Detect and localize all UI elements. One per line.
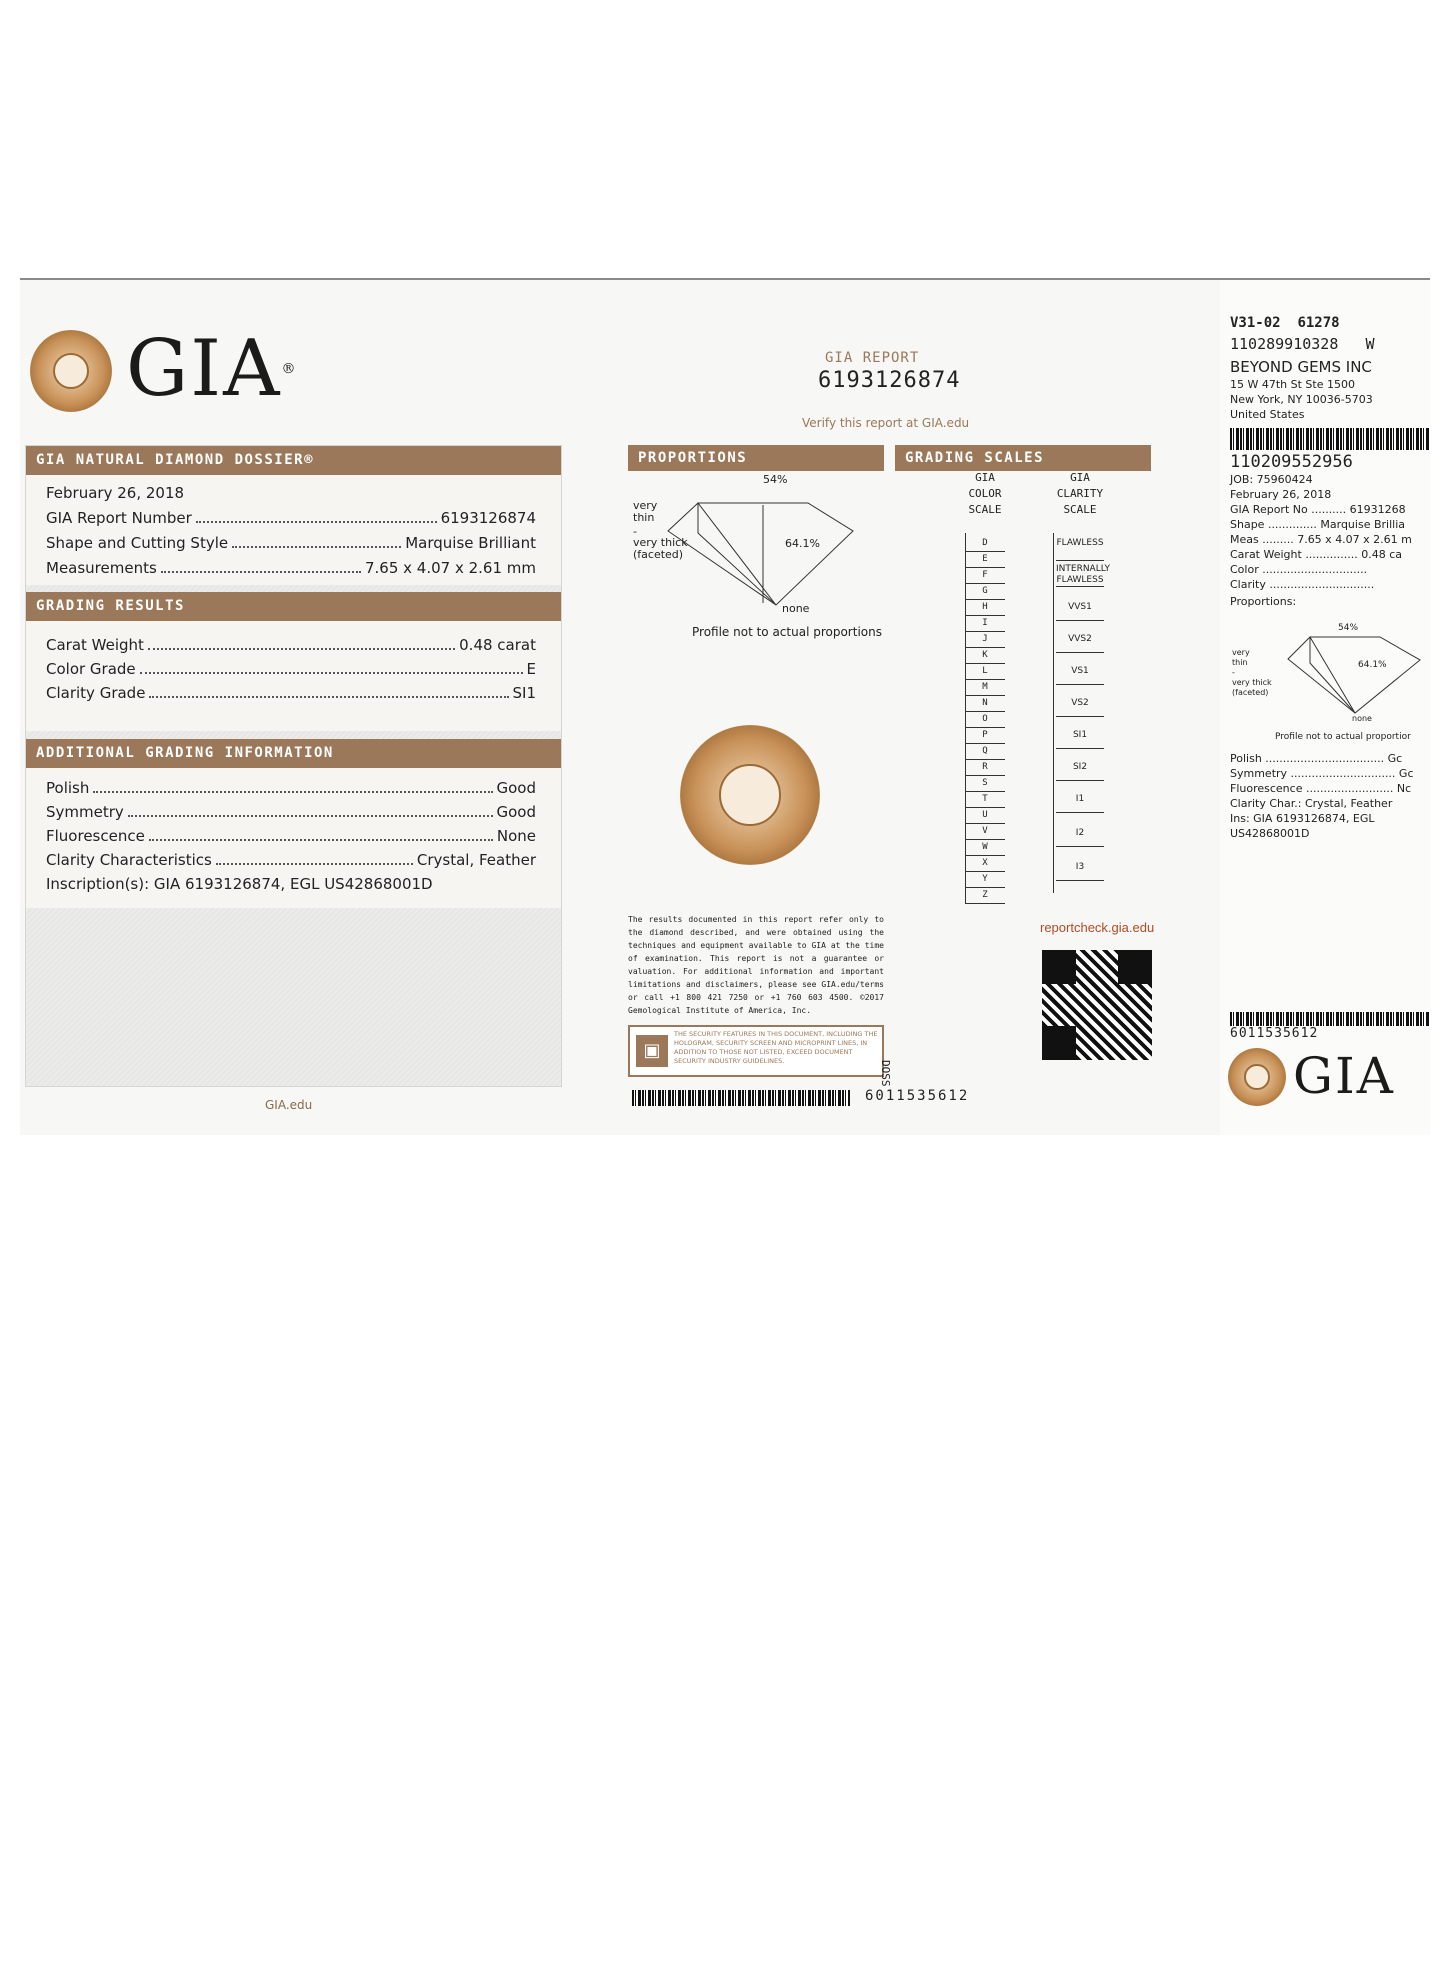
measurements-row: Measurements 7.65 x 4.07 x 2.61 mm xyxy=(46,559,536,577)
stub-company: BEYOND GEMS INC xyxy=(1230,358,1372,376)
report-number: 6193126874 xyxy=(818,368,961,393)
clarity-grade-i3: I3 xyxy=(1056,854,1104,881)
color-grade-x: X xyxy=(965,855,1005,872)
qr-code[interactable] xyxy=(1042,950,1152,1060)
stub-line2: 110289910328 W xyxy=(1230,335,1375,353)
verify-text: Verify this report at GIA.edu xyxy=(802,416,970,430)
clarity-grade-vs1: VS1 xyxy=(1056,658,1104,685)
dossier-details xyxy=(26,475,561,585)
color-grade-s: S xyxy=(965,775,1005,792)
lock-icon: ▣ xyxy=(636,1035,668,1067)
clarity-scale xyxy=(1053,533,1054,893)
clarity-characteristics-row: Clarity Characteristics Crystal, Feather xyxy=(46,851,536,869)
dossier-date: February 26, 2018 xyxy=(46,484,185,502)
stub-tracking: 110209552956 xyxy=(1230,452,1353,472)
color-grade-g: G xyxy=(965,583,1005,600)
stub-symmetry: Symmetry .............................. Gc xyxy=(1230,767,1414,780)
stub-p-table: 54% xyxy=(1338,623,1359,633)
color-grade-t: T xyxy=(965,791,1005,808)
color-grade-h: H xyxy=(965,599,1005,616)
color-grade-l: L xyxy=(965,663,1005,680)
stub-meas: Meas ......... 7.65 x 4.07 x 2.61 m xyxy=(1230,533,1412,546)
color-grade-i: I xyxy=(965,615,1005,632)
stub-proportions: Proportions: xyxy=(1230,595,1297,608)
color-grade-m: M xyxy=(965,679,1005,696)
clarity-grade-flawless: FLAWLESS xyxy=(1056,538,1104,561)
stub-color: Color .............................. xyxy=(1230,563,1368,576)
dossier-panel xyxy=(25,445,562,1087)
color-grade-j: J xyxy=(965,631,1005,648)
color-grade-k: K xyxy=(965,647,1005,664)
fluorescence-row: Fluorescence None xyxy=(46,827,536,845)
clarity-grade-vvs2: VVS2 xyxy=(1056,626,1104,653)
symmetry-row: Symmetry Good xyxy=(46,803,536,821)
stub-job: JOB: 75960424 xyxy=(1230,473,1313,486)
grading-scales-bar: GRADING SCALES xyxy=(895,445,1151,471)
gia-seal-icon xyxy=(30,330,112,412)
color-grade-u: U xyxy=(965,807,1005,824)
stub-gia-logo-text: GIA xyxy=(1293,1047,1395,1105)
stub-country: United States xyxy=(1230,408,1305,421)
additional-info-bar: ADDITIONAL GRADING INFORMATION xyxy=(26,739,561,768)
stub-clarity: Clarity .............................. xyxy=(1230,578,1375,591)
doss-code: DOSS xyxy=(879,1060,892,1087)
prop-culet: none xyxy=(782,602,810,615)
security-text: THE SECURITY FEATURES IN THIS DOCUMENT, INCLUDING THE HOLOGRAM, SECURITY SCREEN AND MICROPRINT LINES, IN ADDITION TO THOSE NOT LISTED, EXCEED DOCUMENT SECURITY INDUSTRY GUIDELINES. xyxy=(674,1030,878,1065)
clarity-grade-i1: I1 xyxy=(1056,786,1104,813)
stub-barcode xyxy=(1230,428,1430,450)
gia-logo-text: GIA® xyxy=(126,324,298,414)
stub-inscription-2: US42868001D xyxy=(1230,827,1310,840)
stub-inscription-1: Ins: GIA 6193126874, EGL xyxy=(1230,812,1375,825)
stub-address2: New York, NY 10036-5703 xyxy=(1230,393,1373,406)
proportions-bar: PROPORTIONS xyxy=(628,445,884,471)
stub-proportions-diagram xyxy=(1270,625,1430,720)
color-grade-v: V xyxy=(965,823,1005,840)
color-grade-w: W xyxy=(965,839,1005,856)
stub-polish: Polish .................................. Gc xyxy=(1230,752,1403,765)
color-grade-z: Z xyxy=(965,887,1005,904)
stub-report-no: GIA Report No .......... 61931268 xyxy=(1230,503,1406,516)
grading-results xyxy=(26,621,561,731)
color-grade-e: E xyxy=(965,551,1005,568)
inscription: Inscription(s): GIA 6193126874, EGL US42868001D xyxy=(46,875,433,893)
clarity-grade-vvs1: VVS1 xyxy=(1056,594,1104,621)
stub-barcode-2 xyxy=(1230,1012,1430,1026)
polish-row: Polish Good xyxy=(46,779,536,797)
color-grade-q: Q xyxy=(965,743,1005,760)
stub-date: February 26, 2018 xyxy=(1230,488,1332,501)
color-grade-n: N xyxy=(965,695,1005,712)
stub-gia-seal-icon xyxy=(1228,1048,1286,1106)
stub-carat: Carat Weight ............... 0.48 ca xyxy=(1230,548,1403,561)
color-grade-y: Y xyxy=(965,871,1005,888)
prop-table: 54% xyxy=(763,473,788,486)
reportcheck-link[interactable]: reportcheck.gia.edu xyxy=(1040,920,1155,935)
barcode xyxy=(632,1090,850,1106)
prop-girdle-thin: very thin xyxy=(633,499,658,524)
color-grade-p: P xyxy=(965,727,1005,744)
stub-p-thick: very thick (faceted) xyxy=(1232,678,1272,697)
clarity-grade-vs2: VS2 xyxy=(1056,690,1104,717)
color-scale-head: GIA COLOR SCALE xyxy=(968,471,1002,516)
prop-note: Profile not to actual proportions xyxy=(692,625,882,639)
stub-clarity-char: Clarity Char.: Crystal, Feather xyxy=(1230,797,1393,810)
stub-fluorescence: Fluorescence ......................... Nc xyxy=(1230,782,1412,795)
clarity-grade-i2: I2 xyxy=(1056,820,1104,847)
stub-p-note: Profile not to actual proportior xyxy=(1275,732,1411,742)
gia-website: GIA.edu xyxy=(265,1098,313,1112)
stub-shape: Shape .............. Marquise Brillia xyxy=(1230,518,1405,531)
additional-info xyxy=(26,768,561,908)
carat-weight-row: Carat Weight 0.48 carat xyxy=(46,636,536,654)
color-grade-o: O xyxy=(965,711,1005,728)
clarity-grade-si1: SI1 xyxy=(1056,722,1104,749)
report-number-row: GIA Report Number 6193126874 xyxy=(46,509,536,527)
color-grade-row: Color Grade E xyxy=(46,660,536,678)
dossier-title-bar: GIA NATURAL DIAMOND DOSSIER® xyxy=(26,446,561,475)
stub-p-none: none xyxy=(1352,714,1372,723)
prop-depth: 64.1% xyxy=(785,537,820,550)
clarity-grade-internally-flawless: INTERNALLY FLAWLESS xyxy=(1056,564,1111,585)
color-grade-r: R xyxy=(965,759,1005,776)
stub-p-dash: - xyxy=(1232,668,1235,677)
grading-results-bar: GRADING RESULTS xyxy=(26,592,561,621)
clarity-scale-head: GIA CLARITY SCALE xyxy=(1056,471,1104,516)
color-grade-d: D xyxy=(965,535,1005,552)
barcode-number: 6011535612 xyxy=(865,1088,970,1104)
security-box xyxy=(628,1025,884,1077)
clarity-grade-si2: SI2 xyxy=(1056,754,1104,781)
stub-address1: 15 W 47th St Ste 1500 xyxy=(1230,378,1355,391)
stub-barcode-number: 6011535612 xyxy=(1230,1026,1319,1041)
color-grade-f: F xyxy=(965,567,1005,584)
prop-girdle-thick: very thick (faceted) xyxy=(633,536,688,561)
shape-row: Shape and Cutting Style Marquise Brilliant xyxy=(46,534,536,552)
stub-p-thin: very thin xyxy=(1232,648,1250,667)
stub-line1: V31-02 61278 xyxy=(1230,315,1340,331)
clarity-grade-row: Clarity Grade SI1 xyxy=(46,684,536,702)
gia-hologram-seal-icon xyxy=(680,725,820,865)
stub-p-depth: 64.1% xyxy=(1358,660,1387,670)
report-label: GIA REPORT xyxy=(825,350,920,366)
gia-dossier-scan xyxy=(20,278,1430,1135)
disclaimer: The results documented in this report refer only to the diamond described, and were obtained using the techniques and equipment available to GIA at the time of examination. This report is not a guarantee or valuation. For additional information and important limitations and disclaimers, please see GIA.edu/terms or call +1 800 421 7250 or +1 760 603 4500. ©2017 Gemological Institute of America, Inc. xyxy=(628,915,884,1015)
prop-girdle-dash: - xyxy=(633,525,637,538)
